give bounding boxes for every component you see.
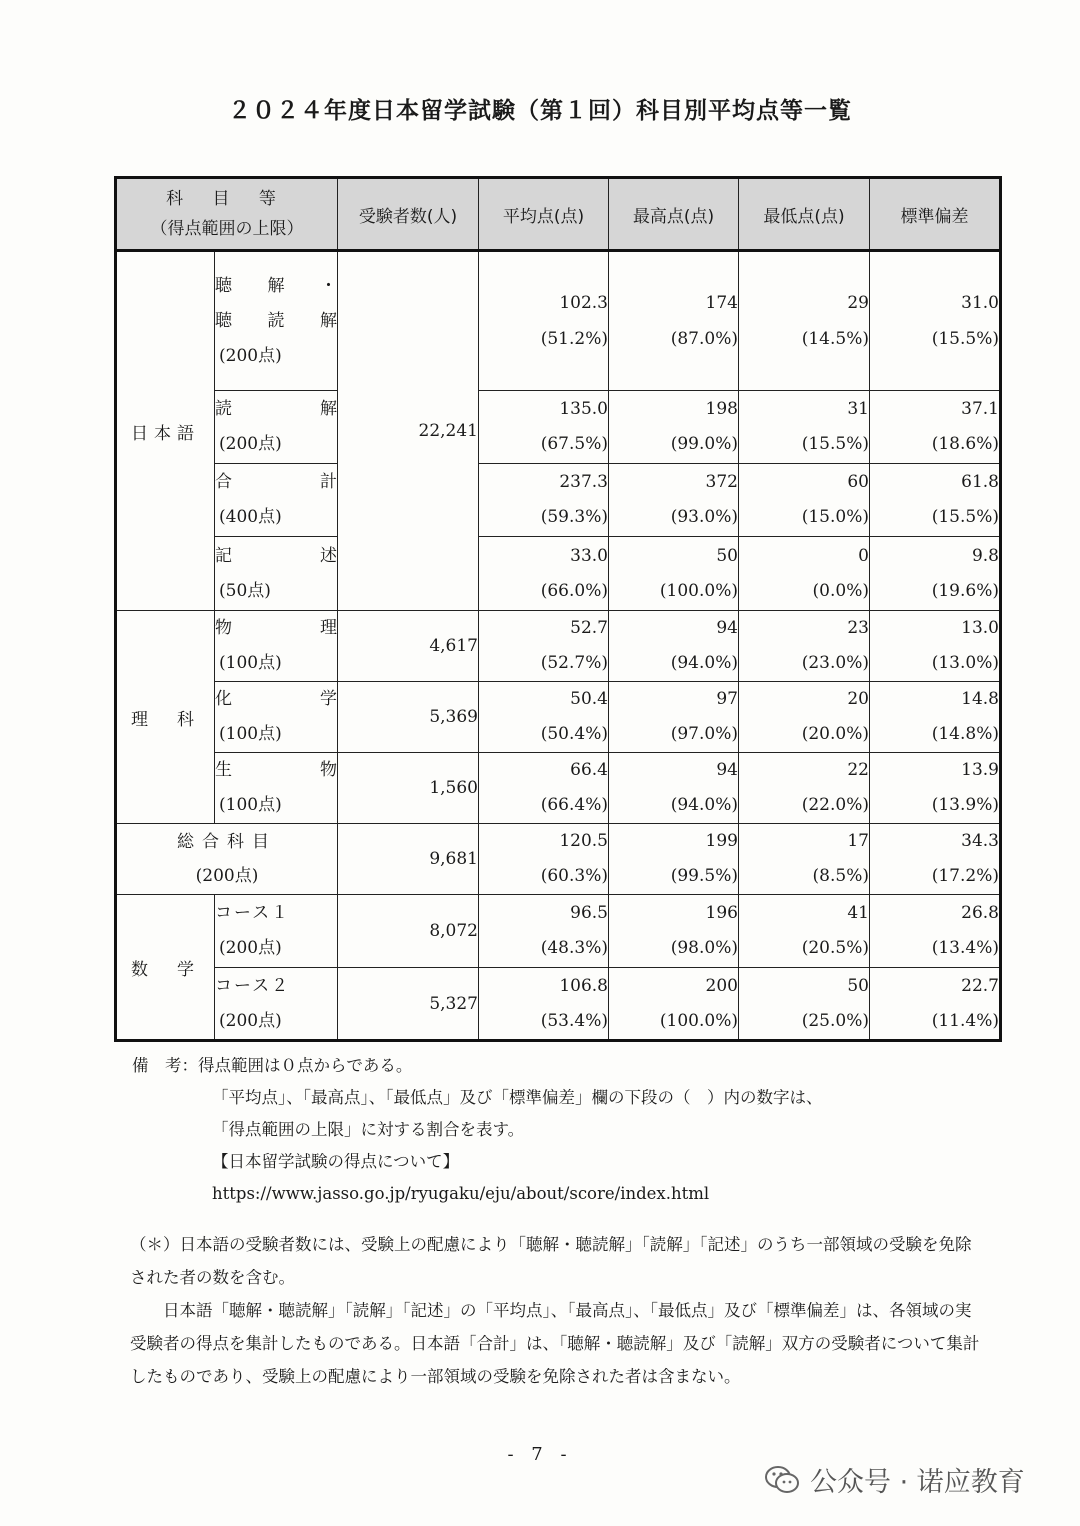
group-science: 理 科 xyxy=(116,611,215,824)
header-examinees: 受験者数(人) xyxy=(338,178,479,251)
remark-line: 「得点範囲の上限」に対する割合を表す。 xyxy=(212,1120,525,1139)
footnote xyxy=(130,1228,980,1393)
header-sd: 標準偏差 xyxy=(870,178,1001,251)
subject-cell: 物 理 (100点) xyxy=(215,611,338,682)
subject-cell: 記 述 (50点) xyxy=(215,537,338,611)
subject-cell: 合 計 (400点) xyxy=(215,464,338,537)
subject-cell: コース１ (200点) xyxy=(215,895,338,968)
group-japanese: 日本語 xyxy=(116,251,215,611)
subject-cell: コース２ (200点) xyxy=(215,968,338,1041)
table-row: コース２ (200点) 5,327 106.8 (53.4%) 200 (100.0%) 50 (25.0%) 22.7 (11.4%) xyxy=(116,968,1001,1041)
table-row: 日本語 聴解・ 聴読解 (200点) 22,241 102.3 (51.2%) 174 (87.0%) 29 (14.5%) 31.0 (15.5%) xyxy=(116,251,1001,391)
subject-cell: 化 学 (100点) xyxy=(215,682,338,753)
examinees-japanese: 22,241 xyxy=(338,251,479,611)
examinees-cell: 4,617 xyxy=(338,611,479,682)
group-math: 数 学 xyxy=(116,895,215,1041)
footnote-paragraph: （＊）日本語の受験者数には、受験上の配慮により「聴解・聴読解」「読解」「記述」のうち一部領域の受験を免除された者の数を含む。 xyxy=(130,1235,972,1287)
remark-line: 「平均点」、「最高点」、「最低点」及び「標準偏差」欄の下段の（ ）内の数字は、 xyxy=(212,1088,823,1107)
remark-line: 【日本留学試験の得点について】 xyxy=(212,1152,460,1171)
table-row: 理 科 物 理 (100点) 4,617 52.7 (52.7%) 94 (94.0%) 23 (23.0%) 13.0 (13.0%) xyxy=(116,611,1001,682)
examinees-cell: 5,327 xyxy=(338,968,479,1041)
table-row: 読 解 (200点) 135.0 (67.5%) 198 (99.0%) 31 (15.5%) 37.1 (18.6%) xyxy=(116,391,1001,464)
subject-cell: 読 解 (200点) xyxy=(215,391,338,464)
examinees-cell: 5,369 xyxy=(338,682,479,753)
subject-cell: 生 物 (100点) xyxy=(215,753,338,824)
header-subject: 科 目 等 （得点範囲の上限） xyxy=(116,178,338,251)
header-min: 最低点(点) xyxy=(739,178,870,251)
footnote-paragraph: 日本語「聴解・聴読解」「読解」「記述」の「平均点」、「最高点」、「最低点」及び「標準偏差」は、各領域の実受験者の得点を集計したものである。日本語「合計」は、「聴解・聴読解」及び「読解」双方の受験者について集計したものであり、受験上の配慮により一部領域の受験を免除された者は含まない。 xyxy=(130,1301,980,1386)
table-row: 生 物 (100点) 1,560 66.4 (66.4%) 94 (94.0%) 22 (22.0%) 13.9 (13.9%) xyxy=(116,753,1001,824)
page-number: - 7 - xyxy=(507,1444,573,1465)
header-max: 最高点(点) xyxy=(609,178,739,251)
examinees-cell: 8,072 xyxy=(338,895,479,968)
watermark-text: 公众号 · 诺应教育 xyxy=(810,1467,1025,1498)
table-row: 記 述 (50点) 33.0 (66.0%) 50 (100.0%) 0 (0.0%) 9.8 (19.6%) xyxy=(116,537,1001,611)
examinees-cell: 9,681 xyxy=(338,824,479,895)
page-title: ２０２４年度日本留学試験（第１回）科目別平均点等一覧 xyxy=(228,98,852,124)
wechat-icon xyxy=(764,1464,800,1496)
table-row: 合 計 (400点) 237.3 (59.3%) 372 (93.0%) 60 (15.0%) 61.8 (15.5%) xyxy=(116,464,1001,537)
score-table xyxy=(114,176,1002,1042)
score-info-link[interactable]: https://www.jasso.go.jp/ryugaku/eju/about/score/index.html xyxy=(212,1184,710,1203)
remarks xyxy=(132,1050,992,1210)
header-average: 平均点(点) xyxy=(479,178,609,251)
table-row: 化 学 (100点) 5,369 50.4 (50.4%) 97 (97.0%) 20 (20.0%) 14.8 (14.8%) xyxy=(116,682,1001,753)
subject-cell: 聴解・ 聴読解 (200点) xyxy=(215,251,338,391)
watermark xyxy=(764,1460,1025,1499)
subject-cell-general: 総合科目 (200点) xyxy=(116,824,338,895)
examinees-cell: 1,560 xyxy=(338,753,479,824)
table-header-row xyxy=(116,178,1001,251)
table-row: 総合科目 (200点) 9,681 120.5 (60.3%) 199 (99.5%) 17 (8.5%) 34.3 (17.2%) xyxy=(116,824,1001,895)
remark-line: 備 考：得点範囲は０点からである。 xyxy=(132,1056,413,1075)
table-row: 数 学 コース１ (200点) 8,072 96.5 (48.3%) 196 (98.0%) 41 (20.5%) 26.8 (13.4%) xyxy=(116,895,1001,968)
